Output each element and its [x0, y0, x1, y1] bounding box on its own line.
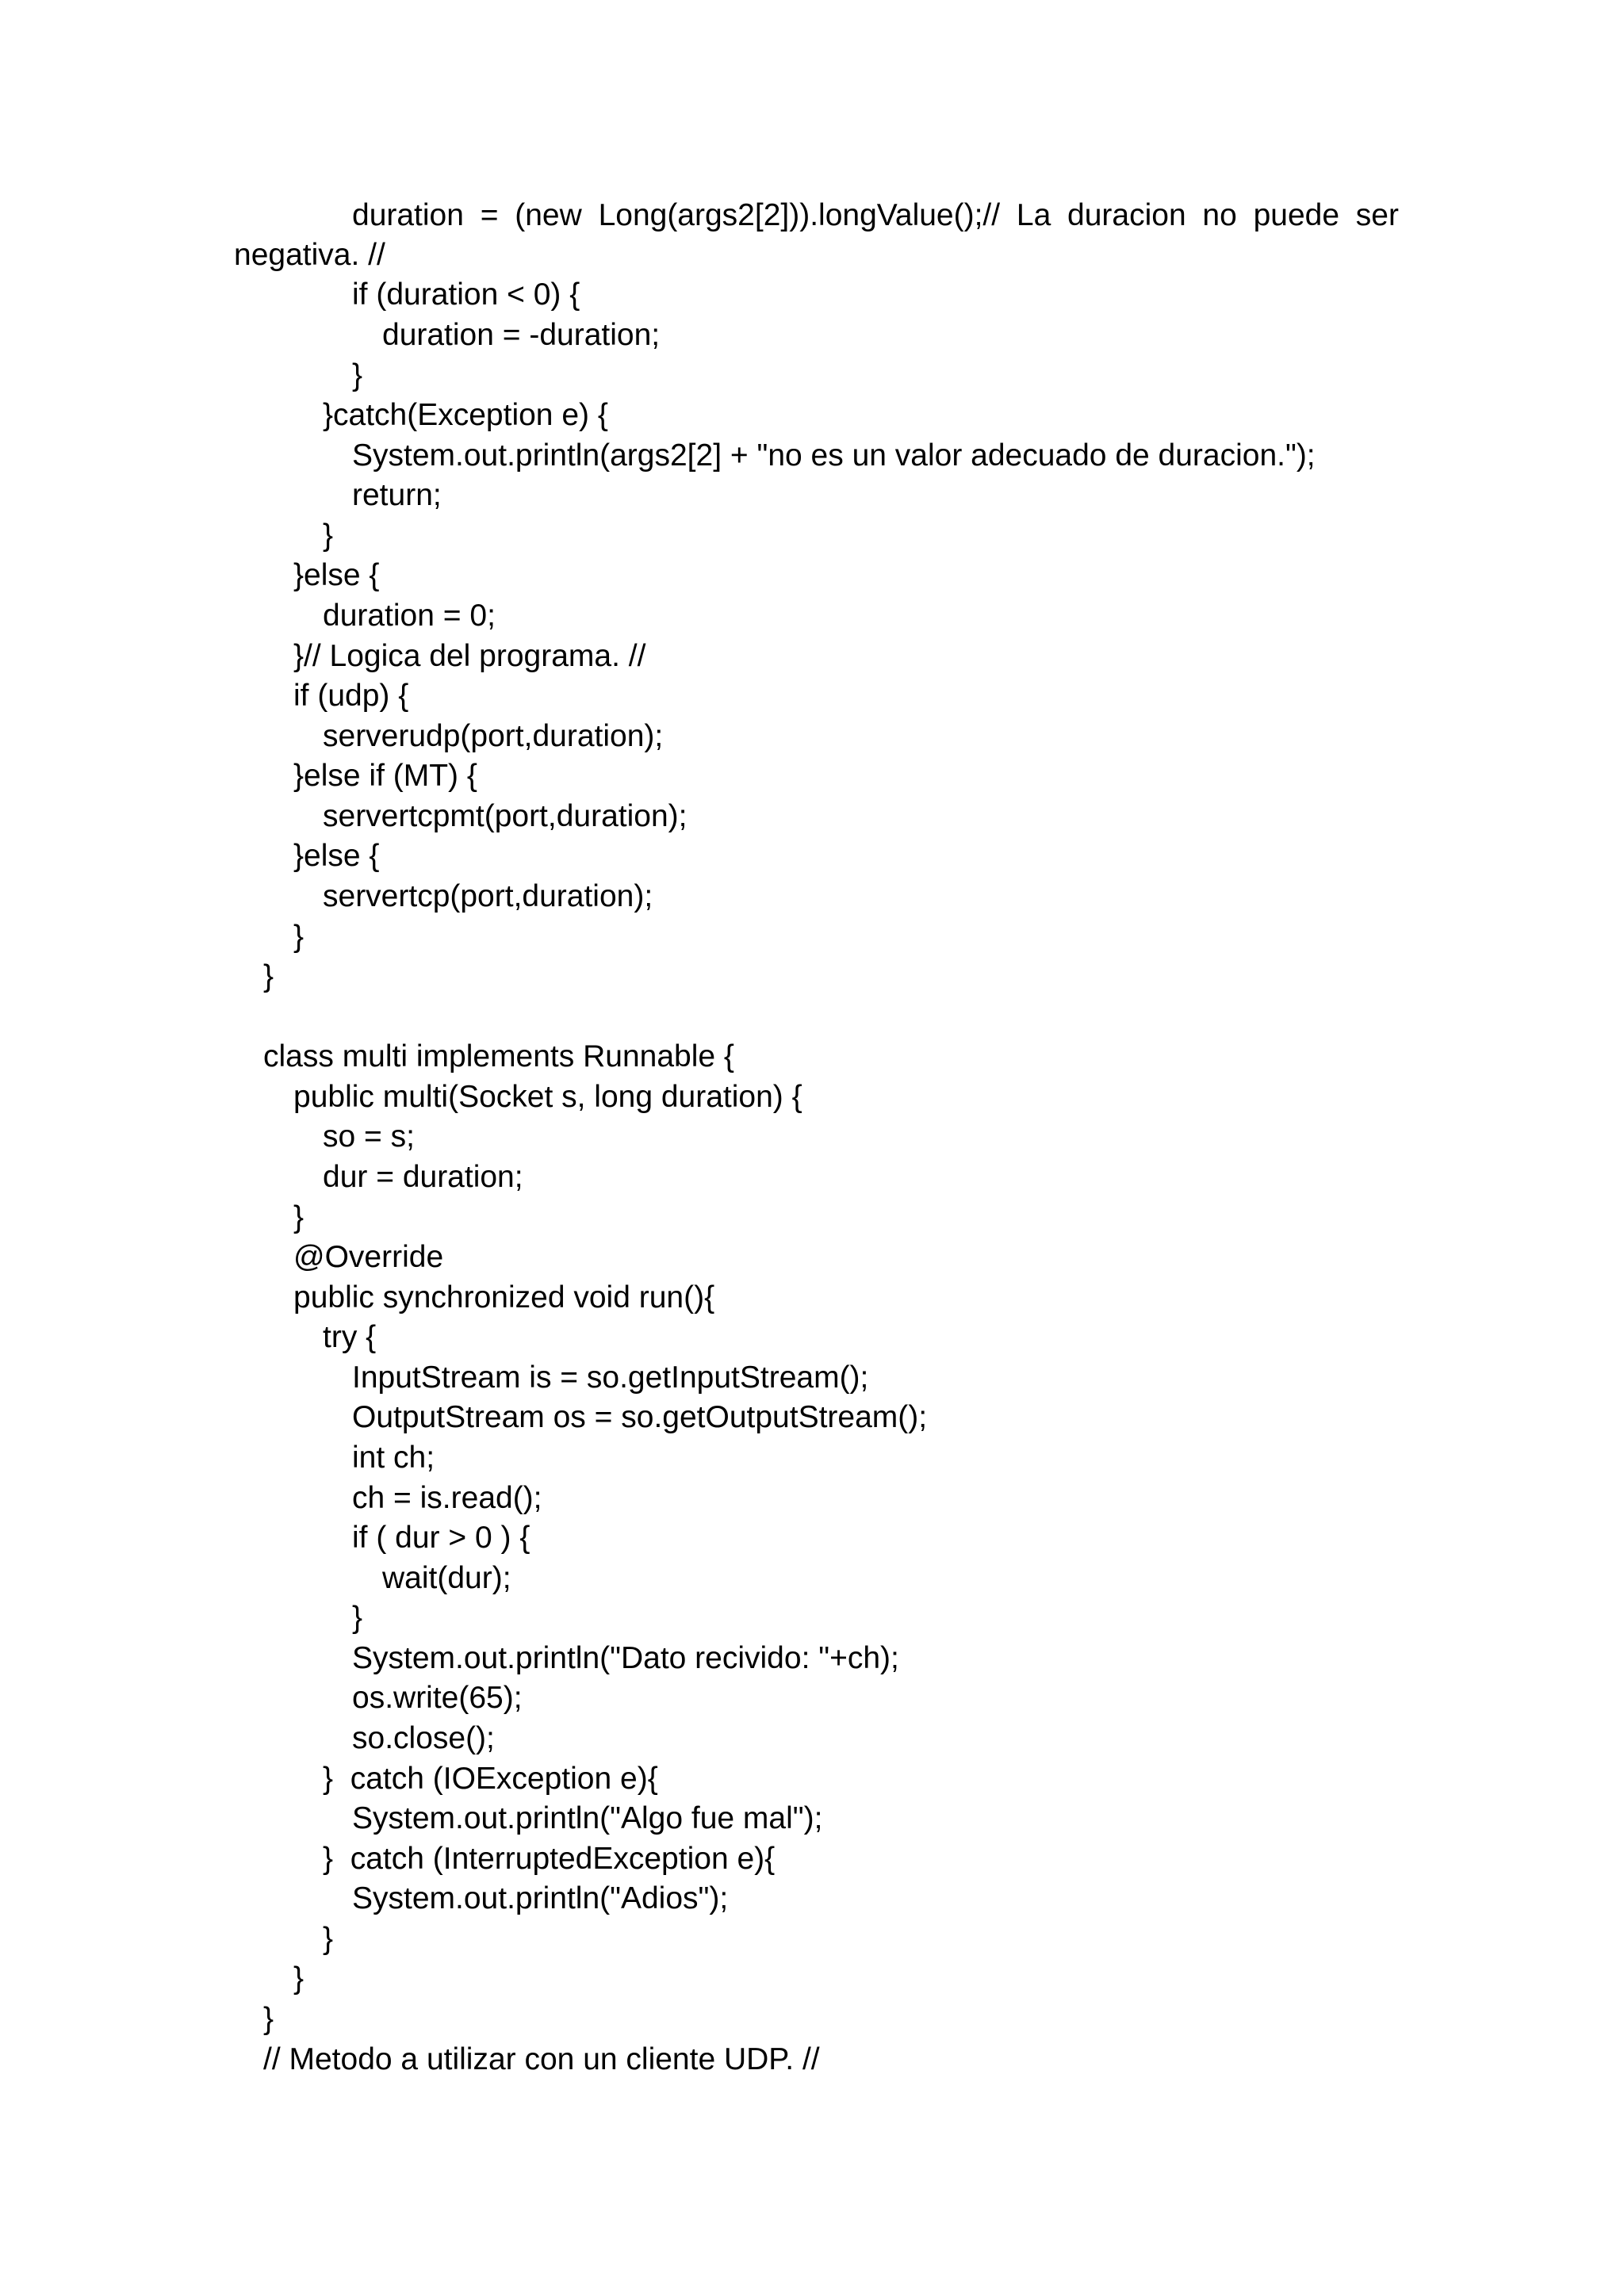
code-line: servertcpmt(port,duration); — [323, 799, 688, 833]
code-line: class multi implements Runnable { — [263, 1039, 734, 1073]
code-line-1 — [352, 196, 1399, 235]
code-line: if ( dur > 0 ) { — [352, 1521, 530, 1555]
code-line: InputStream is = so.getInputStream(); — [352, 1360, 869, 1395]
code-line: negativa. // — [234, 238, 385, 272]
code-line: duration = 0; — [323, 599, 496, 633]
code-line: System.out.println("Dato recivido: "+ch); — [352, 1641, 899, 1675]
code-line: try { — [323, 1320, 377, 1354]
code-token: = — [480, 198, 499, 232]
code-line: duration = -duration; — [382, 318, 661, 352]
code-line: if (udp) { — [293, 679, 409, 713]
code-line: return; — [352, 478, 442, 512]
code-line: System.out.println("Adios"); — [352, 1881, 729, 1915]
code-line: ch = is.read(); — [352, 1481, 542, 1515]
code-line: }else { — [293, 839, 380, 873]
code-line: } — [352, 358, 363, 392]
code-line: int ch; — [352, 1441, 435, 1475]
code-line: dur = duration; — [323, 1160, 523, 1194]
code-line: }catch(Exception e) { — [323, 398, 608, 432]
code-line: public multi(Socket s, long duration) { — [293, 1080, 802, 1114]
code-token: ser — [1355, 198, 1399, 232]
code-token: duracion — [1067, 198, 1186, 232]
code-line: } — [323, 1922, 334, 1956]
code-line: OutputStream os = so.getOutputStream(); — [352, 1400, 928, 1434]
code-line: } — [293, 920, 304, 954]
code-line: so = s; — [323, 1119, 415, 1154]
code-line: System.out.println("Algo fue mal"); — [352, 1801, 823, 1835]
code-line: // Metodo a utilizar con un cliente UDP. // — [263, 2042, 820, 2076]
code-line: public synchronized void run(){ — [293, 1280, 715, 1314]
code-line: } — [263, 959, 274, 993]
code-line: } catch (IOException e){ — [323, 1762, 658, 1796]
code-token: Long(args2[2])).longValue();// — [598, 198, 1001, 232]
code-line: wait(dur); — [382, 1561, 511, 1595]
code-line: System.out.println(args2[2] + "no es un valor adecuado de duracion."); — [352, 438, 1316, 473]
code-line: @Override — [293, 1240, 444, 1274]
code-line: } catch (InterruptedException e){ — [323, 1842, 776, 1876]
code-line: } — [263, 2002, 274, 2036]
code-line: } — [293, 1961, 304, 1996]
code-line: servertcp(port,duration); — [323, 879, 653, 913]
code-line: so.close(); — [352, 1721, 495, 1755]
code-line: }// Logica del programa. // — [293, 639, 646, 673]
code-line: } — [293, 1200, 304, 1234]
code-line: }else { — [293, 558, 380, 592]
code-line: }else if (MT) { — [293, 759, 477, 793]
code-line: } — [352, 1601, 363, 1635]
code-token: La — [1016, 198, 1051, 232]
code-line: os.write(65); — [352, 1681, 523, 1715]
code-line: serverudp(port,duration); — [323, 719, 664, 753]
code-token: duration — [352, 198, 464, 232]
code-token: puede — [1253, 198, 1340, 232]
code-token: no — [1202, 198, 1237, 232]
code-line: } — [323, 519, 334, 553]
code-token: (new — [515, 198, 582, 232]
code-line: if (duration < 0) { — [352, 277, 580, 312]
